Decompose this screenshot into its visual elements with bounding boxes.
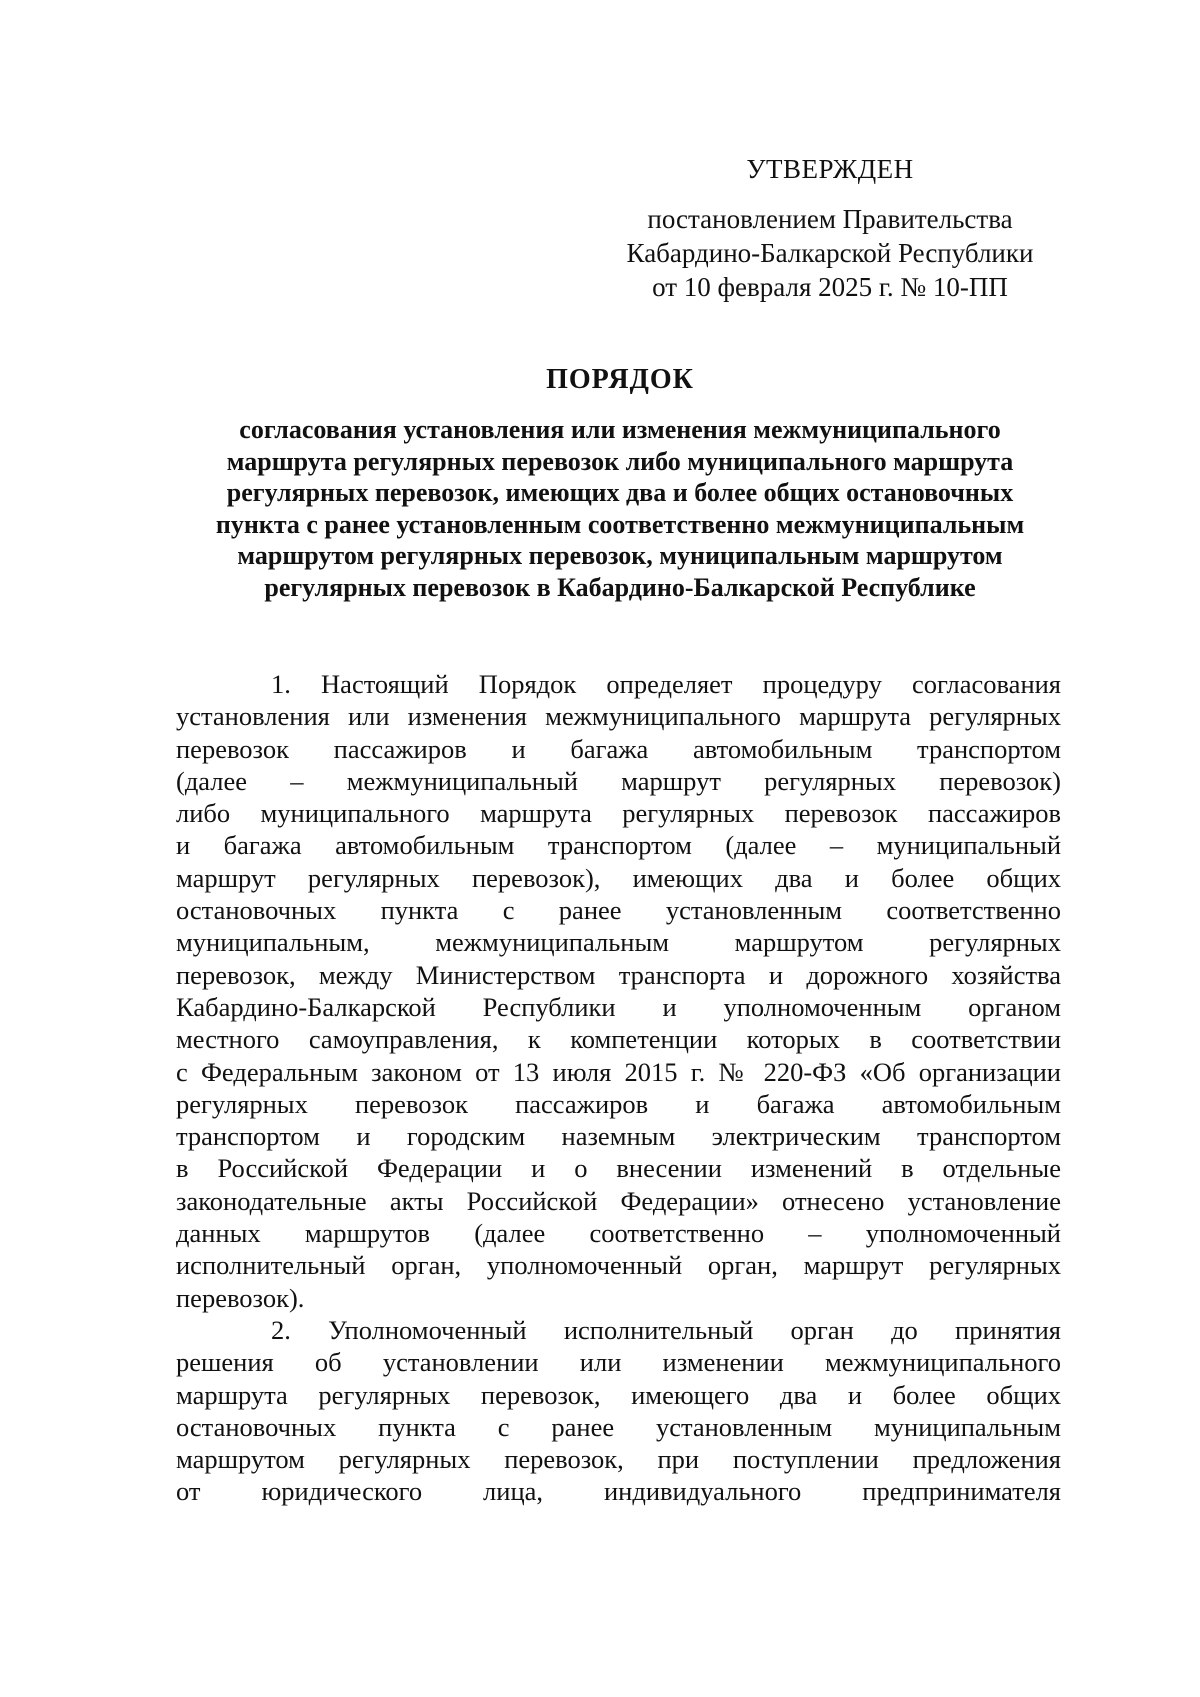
paragraph-line: и багажа автомобильным транспортом (далее – муниципальный [176,830,1061,861]
paragraph-line: в Российской Федерации и о внесении изменений в отдельные [176,1153,1061,1184]
document-subtitle-line: регулярных перевозок в Кабардино-Балкарской Республике [264,572,976,602]
paragraph-line: решения об установлении или изменении межмуниципального [176,1347,1061,1378]
paragraph-line: перевозок пассажиров и багажа автомобильным транспортом [176,733,1061,764]
document-title-block [170,360,1070,603]
paragraph-2 [176,1314,1061,1508]
paragraph-line: Кабардино-Балкарской Республики и уполномоченным органом [176,991,1061,1022]
document-body [176,668,1061,1508]
paragraph-line: 1. Настоящий Порядок определяет процедуру согласования [271,669,1061,699]
paragraph-line: (далее – межмуниципальный маршрут регулярных перевозок) [176,765,1061,796]
document-subtitle-line: маршрута регулярных перевозок либо муниципального маршрута [226,446,1014,476]
paragraph-line: либо муниципального маршрута регулярных перевозок пассажиров [176,798,1061,829]
paragraph-line: остановочных пункта с ранее установленным соответственно [176,895,1061,926]
paragraph-line: маршрута регулярных перевозок, имеющего два и более общих [176,1379,1061,1410]
paragraph-line: исполнительный орган, уполномоченный орган, маршрут регулярных [176,1250,1061,1281]
paragraph-1 [176,668,1061,1314]
approval-line-1: постановлением Правительства [647,204,1013,234]
paragraph-line: регулярных перевозок пассажиров и багажа автомобильным [176,1088,1061,1119]
approval-line-2: Кабардино-Балкарской Республики [626,238,1034,268]
document-subtitle-line: регулярных перевозок, имеющих два и более общих остановочных [226,478,1014,507]
paragraph-line: остановочных пункта с ранее установленным муниципальным [176,1411,1061,1442]
paragraph-line: данных маршрутов (далее соответственно – уполномоченный [176,1218,1061,1249]
paragraph-line: местного самоуправления, к компетенции которых в соответствии [176,1024,1061,1055]
document-subtitle-line: пункта с ранее установленным соответственно межмуниципальным [215,509,1025,539]
paragraph-line: установления или изменения межмуниципального маршрута регулярных [176,701,1061,732]
paragraph-line: транспортом и городским наземным электрическим транспортом [176,1121,1061,1152]
paragraph-line: маршрут регулярных перевозок), имеющих два и более общих [176,862,1061,893]
paragraph-line: 2. Уполномоченный исполнительный орган до принятия [271,1314,1061,1345]
approval-heading: УТВЕРЖДЕН [746,154,914,184]
paragraph-line: перевозок, между Министерством транспорта и дорожного хозяйства [176,959,1061,990]
paragraph-line: муниципальным, межмуниципальным маршрутом регулярных [176,927,1061,958]
paragraph-line: маршрутом регулярных перевозок, при поступлении предложения [176,1444,1061,1475]
document-subtitle-line: согласования установления или изменения межмуниципального [239,415,1001,444]
paragraph-line: с Федеральным законом от 13 июля 2015 г. № 220-ФЗ «Об организации [176,1056,1061,1087]
document-subtitle-line: маршрутом регулярных перевозок, муниципальным маршрутом [237,541,1003,570]
paragraph-line: от юридического лица, индивидуального предпринимателя [176,1476,1061,1507]
document-title: ПОРЯДОК [546,364,694,395]
paragraph-line: законодательные акты Российской Федерации» отнесено установление [176,1185,1061,1216]
paragraph-line: перевозок). [176,1282,305,1313]
approval-line-3: от 10 февраля 2025 г. № 10-ПП [652,272,1008,302]
approval-stamp-block [600,150,1060,304]
